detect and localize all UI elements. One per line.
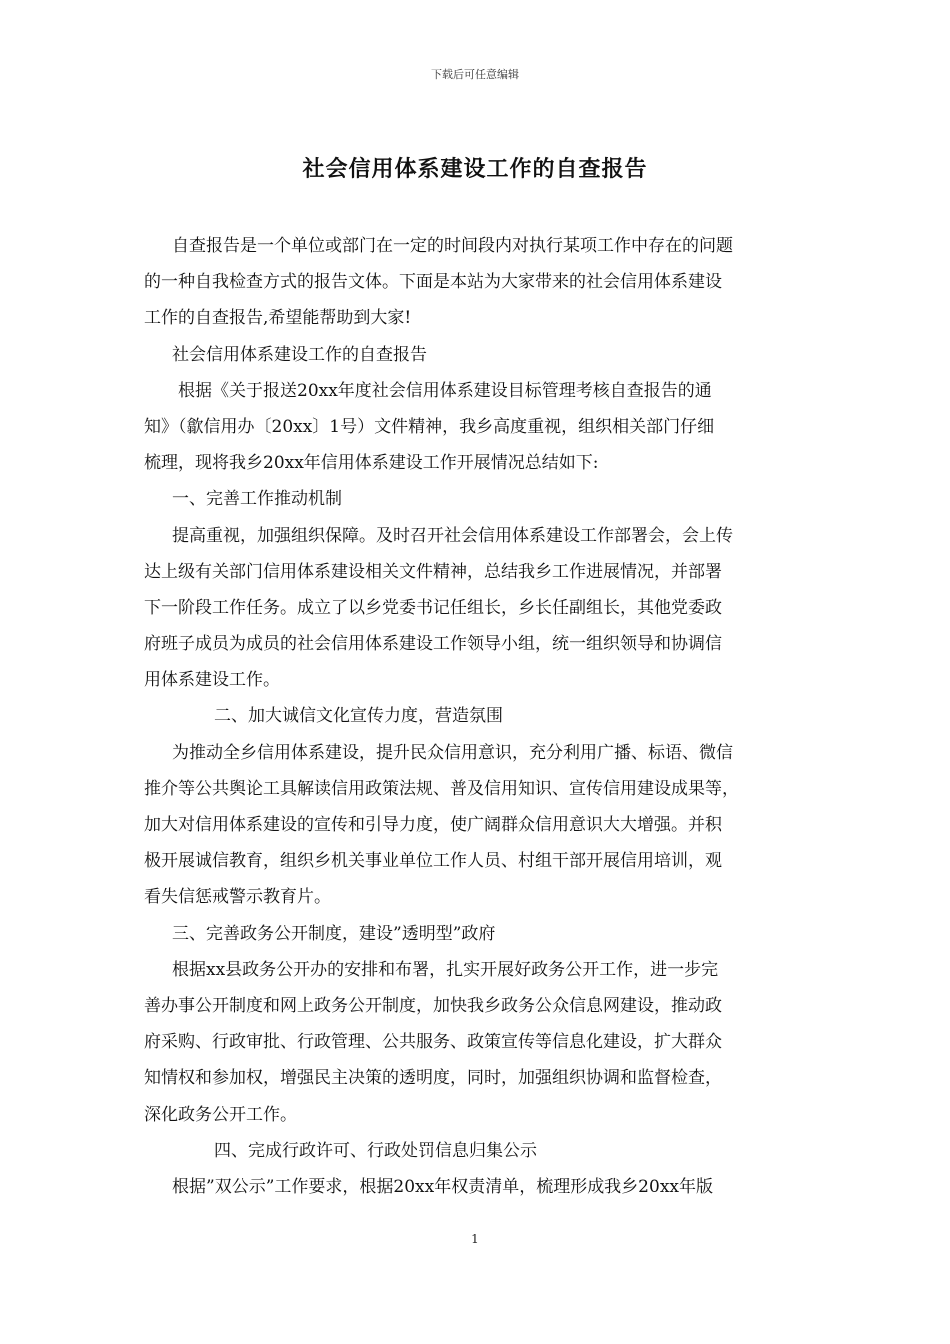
body-text-line: 府班子成员为成员的社会信用体系建设工作领导小组，统一组织领导和协调信 — [144, 634, 722, 655]
body-text-line: 用体系建设工作。 — [144, 670, 280, 691]
body-text-line: 达上级有关部门信用体系建设相关文件精神，总结我乡工作进展情况，并部署 — [144, 561, 722, 582]
body-text-line: 根据xx县政务公开办的安排和布署，扎实开展好政务公开工作，进一步完 — [172, 959, 719, 980]
body-text-line: 二、加大诚信文化宣传力度，营造氛围 — [214, 706, 503, 727]
body-text-line: 极开展诚信教育，组织乡机关事业单位工作人员、村组干部开展信用培训，观 — [144, 851, 722, 872]
body-text-line: 府采购、行政审批、行政管理、公共服务、政策宣传等信息化建设，扩大群众 — [144, 1032, 722, 1053]
body-text-line: 看失信惩戒警示教育片。 — [144, 887, 331, 908]
body-text-line: 自查报告是一个单位或部门在一定的时间段内对执行某项工作中存在的问题 — [172, 236, 733, 256]
body-text-line: 的一种自我检查方式的报告文体。下面是本站为大家带来的社会信用体系建设 — [144, 272, 722, 293]
body-text-line: 知情权和参加权，增强民主决策的透明度，同时，加强组织协调和监督检查， — [144, 1068, 722, 1089]
body-text-line: 社会信用体系建设工作的自查报告 — [172, 344, 427, 365]
body-text-line: 梳理，现将我乡20xx年信用体系建设工作开展情况总结如下: — [144, 453, 599, 474]
body-text-line: 一、完善工作推动机制 — [172, 489, 342, 510]
body-text-line: 善办事公开制度和网上政务公开制度，加快我乡政务公众信息网建设，推动政 — [144, 995, 722, 1016]
body-text-line: 深化政务公开工作。 — [144, 1104, 297, 1125]
document-title: 社会信用体系建设工作的自查报告 — [302, 156, 648, 182]
body-text-line: 推介等公共舆论工具解读信用政策法规、普及信用知识、宣传信用建设成果等， — [144, 778, 739, 799]
body-text-line: 根据”双公示”工作要求，根据20xx年权责清单，梳理形成我乡20xx年版 — [172, 1176, 713, 1197]
body-text-line: 提高重视，加强组织保障。及时召开社会信用体系建设工作部署会，会上传 — [172, 525, 733, 546]
body-text-line: 下一阶段工作任务。成立了以乡党委书记任组长，乡长任副组长，其他党委政 — [144, 597, 722, 618]
body-text-line: 加大对信用体系建设的宣传和引导力度，使广阔群众信用意识大大增强。并积 — [144, 815, 722, 835]
document-body — [144, 228, 816, 1205]
body-text-line: 工作的自查报告,希望能帮助到大家! — [144, 308, 412, 329]
body-text-line: 为推动全乡信用体系建设，提升民众信用意识，充分利用广播、标语、微信 — [172, 742, 733, 763]
body-text-line: 四、完成行政许可、行政处罚信息归集公示 — [214, 1140, 537, 1161]
body-text-line: 根据《关于报送20xx年度社会信用体系建设目标管理考核自查报告的通 — [178, 380, 712, 401]
body-text-line: 三、完善政务公开制度，建设”透明型”政府 — [172, 923, 496, 944]
page-number: 1 — [471, 1232, 479, 1246]
body-text-line: 知》（歙信用办〔20xx〕1号）文件精神，我乡高度重视，组织相关部门仔细 — [144, 416, 715, 437]
page-header-note: 下载后可任意编辑 — [431, 68, 519, 81]
